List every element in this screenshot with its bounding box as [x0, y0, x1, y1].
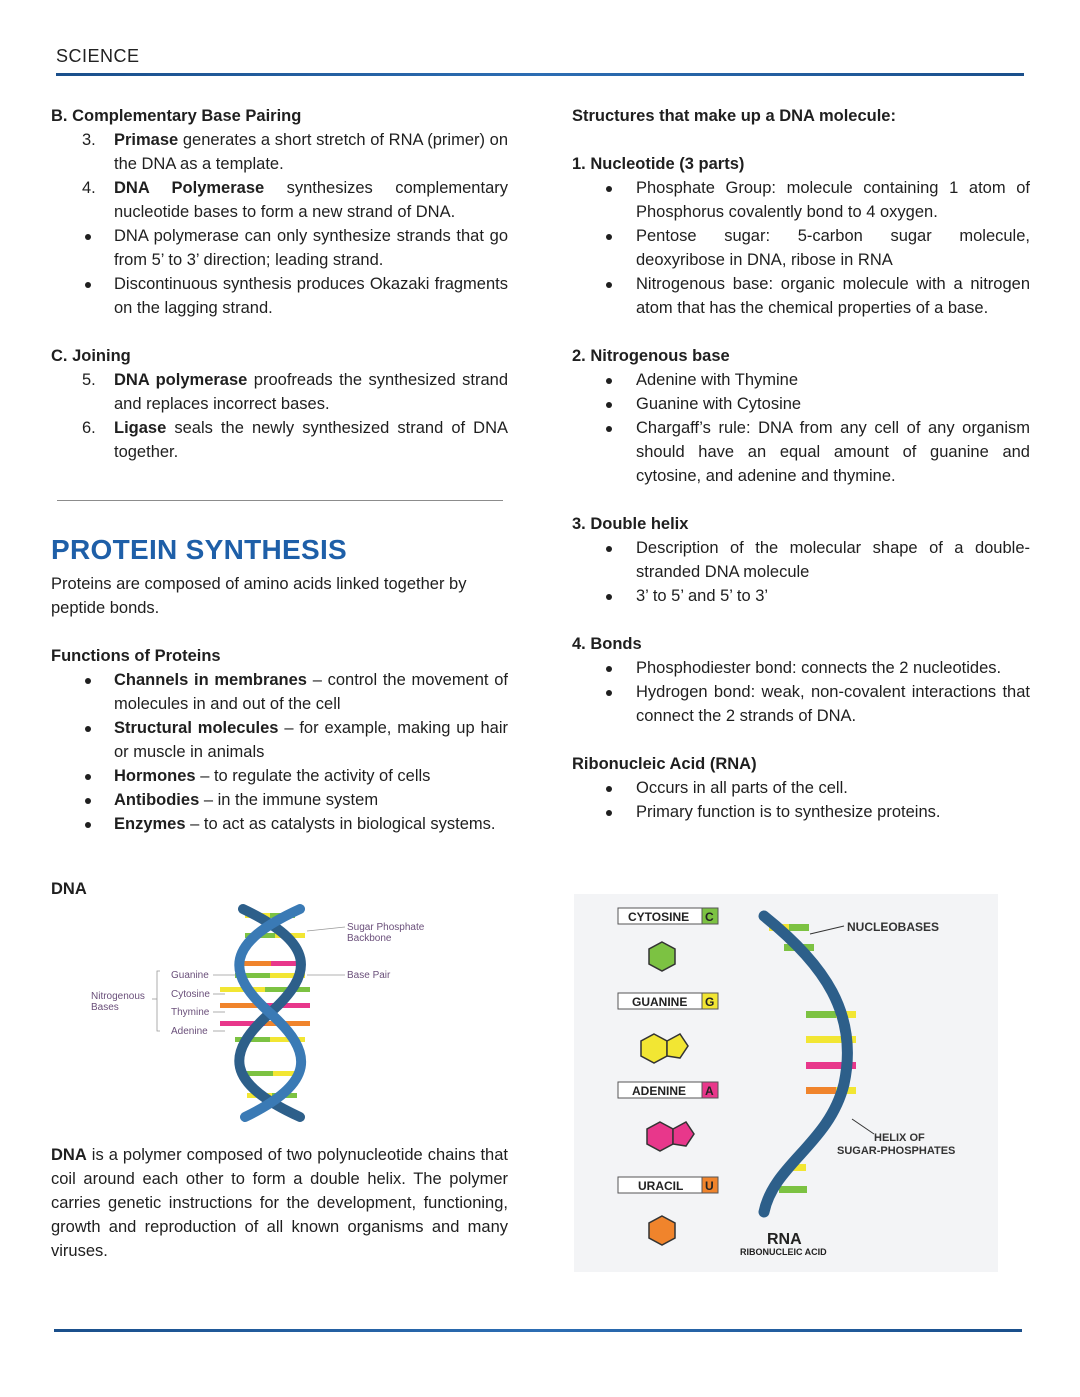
bullet-item: Description of the molecular shape of a double-stranded DNA molecule	[572, 536, 1030, 584]
bullet-item: Guanine with Cytosine	[572, 392, 1030, 416]
header-rule	[56, 73, 1024, 76]
label-sugar-phosphates: SUGAR-PHOSPHATES	[837, 1145, 956, 1157]
dna-helix-figure	[85, 903, 445, 1123]
label-nitrogenous: Nitrogenous	[91, 991, 145, 1002]
dna-heading: DNA	[51, 880, 87, 898]
b-bullet: Discontinuous synthesis produces Okazaki fragments on the lagging strand.	[51, 272, 508, 320]
structures-title: Structures that make up a DNA molecule:	[572, 107, 896, 125]
rna-base-name: CYTOSINE	[628, 910, 690, 924]
bullet-item: Occurs in all parts of the cell.	[572, 776, 1030, 800]
label-nucleobases: NUCLEOBASES	[847, 920, 940, 934]
rna-base-letter: A	[705, 1084, 714, 1098]
function-item: Hormones – to regulate the activity of cells	[51, 764, 508, 788]
section-heading: 1. Nucleotide (3 parts)	[572, 155, 745, 173]
protein-synthesis-title: PROTEIN SYNTHESIS	[51, 534, 348, 565]
label-bases: Bases	[91, 1002, 119, 1013]
rna-figure	[574, 894, 998, 1272]
functions-heading: Functions of Proteins	[51, 647, 221, 665]
label-base-pair: Base Pair	[347, 970, 391, 981]
bullet-item: Pentose sugar: 5-carbon sugar molecule, deoxyribose in DNA, ribose in RNA	[572, 224, 1030, 272]
right-column	[572, 104, 1030, 824]
bullet-item: Phosphodiester bond: connects the 2 nucleotides.	[572, 656, 1030, 680]
footer-rule	[54, 1329, 1022, 1332]
label-rna: RNA	[767, 1231, 802, 1248]
bullet-item: Chargaff’s rule: DNA from any cell of any organism should have an equal amount of guanine and cytosine, and adenine and thymine.	[572, 416, 1030, 488]
function-item: Antibodies – in the immune system	[51, 788, 508, 812]
rna-base-name: GUANINE	[632, 995, 688, 1009]
bullet-item: Nitrogenous base: organic molecule with a nitrogen atom that has the chemical properties of a base.	[572, 272, 1030, 320]
dna-description: DNA is a polymer composed of two polynucleotide chains that coil around each other to form a double helix. The polymer carries genetic instructions for the development, functioning, growth and reproduction of all known organisms and many viruses.	[51, 1146, 508, 1260]
bullet-item: 3’ to 5’ and 5’ to 3’	[572, 584, 1030, 608]
rna-base-name: URACIL	[638, 1179, 684, 1193]
b-item: 4. DNA Polymerase synthesizes complementary nucleotide bases to form a new strand of DNA.	[82, 179, 508, 221]
bullet-item: Adenine with Thymine	[572, 368, 1030, 392]
label-adenine: Adenine	[171, 1026, 208, 1037]
bullet-item: Hydrogen bond: weak, non-covalent interactions that connect the 2 strands of DNA.	[572, 680, 1030, 728]
label-thymine: Thymine	[171, 1007, 210, 1018]
function-item: Channels in membranes – control the movement of molecules in and out of the cell	[51, 668, 508, 716]
label-sugar-phosphate: Sugar Phosphate	[347, 922, 425, 933]
label-ribonucleic-acid: RIBONUCLEIC ACID	[740, 1247, 827, 1257]
ps-intro: Proteins are composed of amino acids linked together by peptide bonds.	[51, 575, 467, 617]
left-column	[51, 104, 508, 464]
section-b-heading: B. Complementary Base Pairing	[51, 107, 302, 125]
protein-synthesis-body	[51, 572, 508, 836]
c-item: 6. Ligase seals the newly synthesized strand of DNA together.	[82, 419, 508, 461]
b-bullet: DNA polymerase can only synthesize strands that go from 5’ to 3’ direction; leading strand.	[51, 224, 508, 272]
label-helix-of: HELIX OF	[874, 1132, 925, 1144]
label-cytosine: Cytosine	[171, 989, 210, 1000]
rna-base-letter: C	[705, 910, 714, 924]
c-item: 5. DNA polymerase proofreads the synthesized strand and replaces incorrect bases.	[82, 371, 509, 413]
label-backbone: Backbone	[347, 933, 392, 944]
section-heading: 2. Nitrogenous base	[572, 347, 730, 365]
section-c-heading: C. Joining	[51, 347, 131, 365]
header-label: SCIENCE	[56, 46, 140, 66]
section-heading: 4. Bonds	[572, 635, 642, 653]
function-item: Structural molecules – for example, making up hair or muscle in animals	[51, 716, 508, 764]
function-item: Enzymes – to act as catalysts in biological systems.	[51, 812, 508, 836]
rna-base-letter: U	[705, 1179, 714, 1193]
label-guanine: Guanine	[171, 970, 209, 981]
section-heading: Ribonucleic Acid (RNA)	[572, 755, 757, 773]
b-item: 3. Primase generates a short stretch of RNA (primer) on the DNA as a template.	[82, 131, 508, 173]
rna-base-name: ADENINE	[632, 1084, 687, 1098]
bullet-item: Primary function is to synthesize proteins.	[572, 800, 1030, 824]
section-heading: 3. Double helix	[572, 515, 689, 533]
rna-base-letter: G	[705, 995, 715, 1009]
divider	[57, 500, 503, 501]
bullet-item: Phosphate Group: molecule containing 1 atom of Phosphorus covalently bond to 4 oxygen.	[572, 176, 1030, 224]
